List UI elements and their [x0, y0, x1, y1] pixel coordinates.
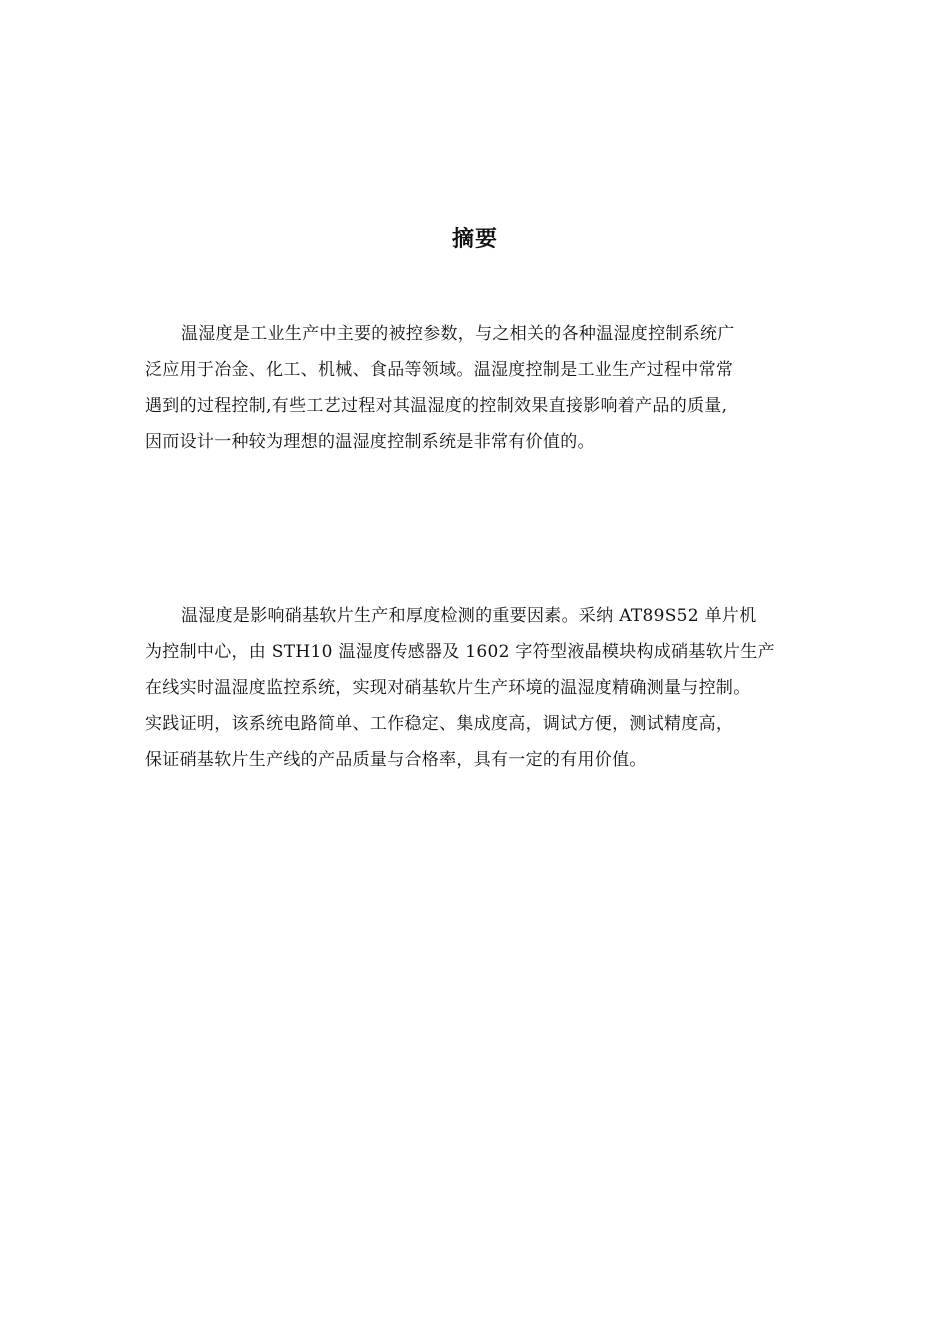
paragraph-line: 温湿度是工业生产中主要的被控参数，与之相关的各种温湿度控制系统广 [181, 324, 735, 344]
paragraph-line: 泛应用于冶金、化工、机械、食品等领域。温湿度控制是工业生产过程中常常 [145, 360, 734, 380]
page-title: 摘要 [451, 227, 498, 252]
abstract-paragraph-1 [145, 316, 815, 460]
abstract-paragraph-2 [145, 598, 815, 778]
paragraph-line: 温湿度是影响硝基软片生产和厚度检测的重要因素。采纳 AT89S52 单片机 [181, 606, 757, 626]
paragraph-line: 保证硝基软片生产线的产品质量与合格率，具有一定的有用价值。 [145, 750, 647, 770]
paragraph-line: 实践证明，该系统电路简单、工作稳定、集成度高，调试方便，测试精度高， [145, 714, 734, 734]
paragraph-line: 因而设计一种较为理想的温湿度控制系统是非常有价值的。 [145, 432, 595, 452]
paragraph-line: 为控制中心，由 STH10 温湿度传感器及 1602 字符型液晶模块构成硝基软片生产 [145, 642, 775, 662]
paragraph-line: 遇到的过程控制,有些工艺过程对其温湿度的控制效果直接影响着产品的质量, [145, 396, 728, 416]
paragraph-line: 在线实时温湿度监控系统，实现对硝基软片生产环境的温湿度精确测量与控制。 [145, 678, 751, 698]
